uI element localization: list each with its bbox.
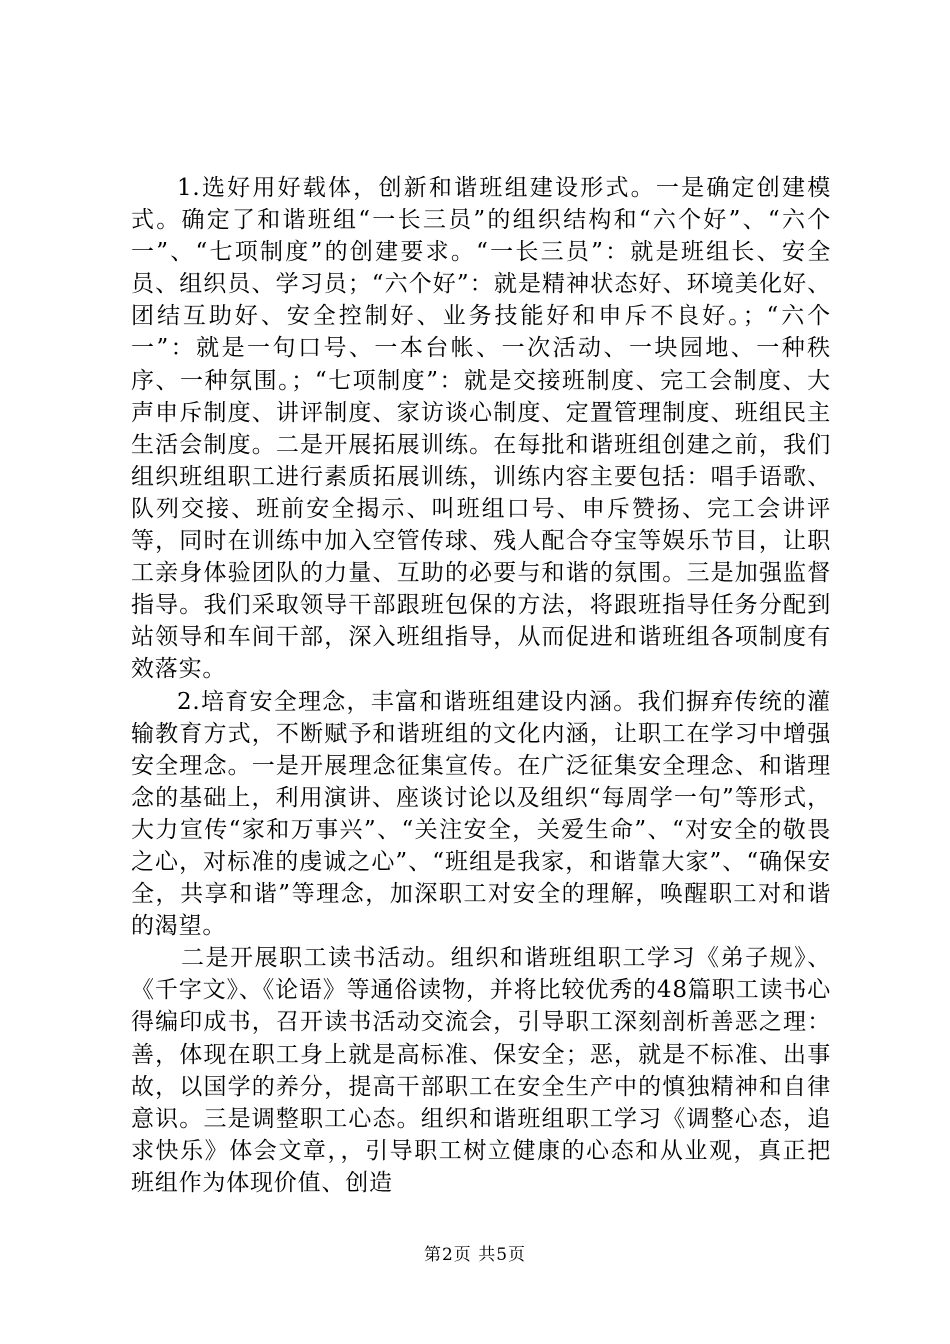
page-number-footer: 第2页 共5页 — [423, 1245, 527, 1265]
document-body — [131, 172, 831, 1199]
paragraph-1: 1.选好用好载体，创新和谐班组建设形式。一是确定创建模式。确定了和谐班组“一长三员”的组织结构和“六个好”、“六个一”、“七项制度”的创建要求。“一长三员”：就是班组长、安全员、组织员、学习员；“六个好”：就是精神状态好、环境美化好、团结互助好、安全控制好、业务技能好和申斥不良好。；“六个一”：就是一句口号、一本台帐、一次活动、一块园地、一种秩序、一种氛围。；“七项制度”：就是交接班制度、完工会制度、大声申斥制度、讲评制度、家访谈心制度、定置管理制度、班组民主生活会制度。二是开展拓展训练。在每批和谐班组创建之前，我们组织班组职工进行素质拓展训练，训练内容主要包括：唱手语歌、队列交接、班前安全揭示、叫班组口号、申斥赞扬、完工会讲评等，同时在训练中加入空管传球、残人配合夺宝等娱乐节目，让职工亲身体验团队的力量、互助的必要与和谐的氛围。三是加强监督指导。我们采取领导干部跟班包保的方法，将跟班指导任务分配到站领导和车间干部，深入班组指导，从而促进和谐班组各项制度有效落实。 — [131, 175, 831, 683]
paragraph-2: 2.培育安全理念，丰富和谐班组建设内涵。我们摒弃传统的灌输教育方式，不断赋予和谐班组的文化内涵，让职工在学习中增强安全理念。一是开展理念征集宣传。在广泛征集安全理念、和谐理念的基础上，利用演讲、座谈讨论以及组织“每周学一句”等形式，大力宣传“家和万事兴”、“关注安全，关爱生命”、“对安全的敬畏之心，对标准的虔诚之心”、“班组是我家，和谐靠大家”、“确保安全，共享和谐”等理念，加深职工对安全的理解，唤醒职工对和谐的渴望。 — [131, 688, 831, 940]
paragraph-3: 二是开展职工读书活动。组织和谐班组职工学习《弟子规》、《千字文》、《论语》等通俗读物，并将比较优秀的48篇职工读书心得编印成书，召开读书活动交流会，引导职工深刻剖析善恶之理：善，体现在职工身上就是高标准、保安全；恶，就是不标准、出事故，以国学的养分，提高干部职工在安全生产中的慎独精神和自律意识。三是调整职工心态。组织和谐班组职工学习《调整心态，追求快乐》体会文章，，引导职工树立健康的心态和从业观，真正把班组作为体现价值、创造 — [131, 945, 831, 1196]
